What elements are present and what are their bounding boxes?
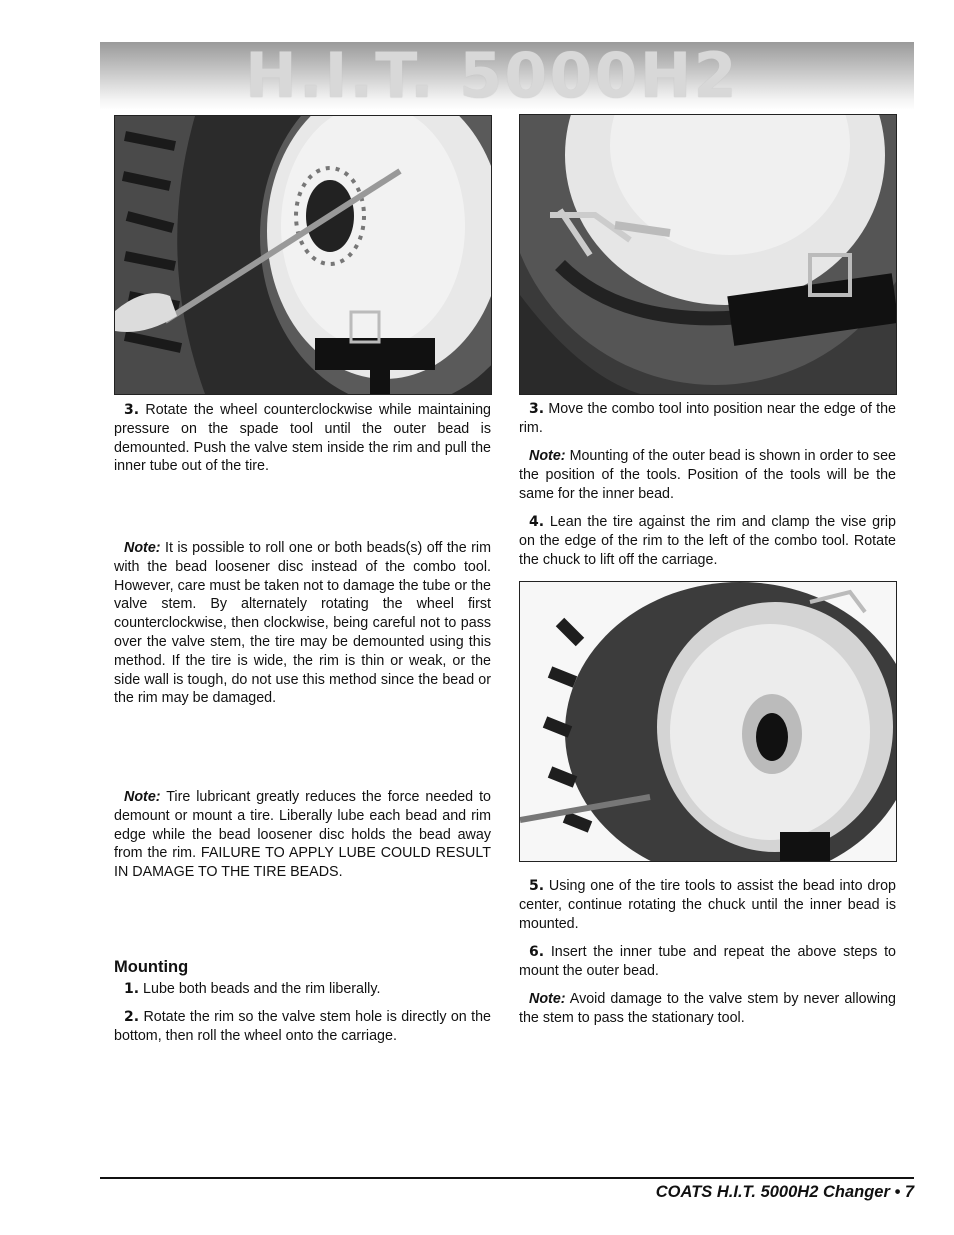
step-4-vise-grip: [519, 513, 896, 569]
note-text: Tire lubricant greatly reduces the force needed to demount or mount a tire. Liberally lube each bead and rim edge while the bead loosener disc holds the bead away from the rim. FAILURE TO APPLY LUBE COULD RESULT IN DAMAGE TO THE TIRE BEADS.: [114, 789, 491, 881]
step-number: 3.: [529, 401, 545, 417]
note-bead-loosener: [114, 539, 491, 708]
step-text: Lean the tire against the rim and clamp the vise grip on the edge of the rim to the left of the combo tool. Rotate the chuck to lift off the carriage.: [519, 514, 896, 568]
step-text: Insert the inner tube and repeat the above steps to mount the outer bead.: [519, 944, 897, 979]
header-banner: [100, 42, 914, 110]
step-5-drop-center: [519, 877, 896, 933]
note-label: Note:: [124, 789, 161, 805]
photo-spade-tool-demount: [114, 115, 492, 395]
step-text: Lube both beads and the rim liberally.: [143, 981, 381, 997]
note-outer-bead: [519, 447, 896, 503]
note-label: Note:: [529, 991, 566, 1007]
step-text: Rotate the rim so the valve stem hole is directly on the bottom, then roll the wheel onto the carriage.: [114, 1009, 491, 1044]
step-number: 3.: [124, 402, 140, 418]
mount-step-1: [114, 980, 491, 999]
page-title: H.I.T. 5000H2: [245, 42, 739, 110]
step-text: Move the combo tool into position near the edge of the rim.: [519, 401, 896, 436]
mount-step-2: [114, 1008, 491, 1046]
footer-rule: [100, 1177, 914, 1179]
step-number: 2.: [124, 1009, 140, 1025]
step-text: Using one of the tire tools to assist the bead into drop center, continue rotating the chuck until the inner bead is mounted.: [519, 878, 896, 932]
note-label: Note:: [529, 448, 566, 464]
note-label: Note:: [124, 540, 161, 556]
step-number: 1.: [124, 981, 140, 997]
step-number: 4.: [529, 514, 545, 530]
step-text: Rotate the wheel counterclockwise while maintaining pressure on the spade tool until the outer bead is demounted. Push the valve stem inside the rim and pull the inner tube out of the tire.: [114, 402, 491, 475]
step-number: 6.: [529, 944, 545, 960]
step-3-combo-tool: [519, 400, 896, 438]
note-text: Mounting of the outer bead is shown in order to see the position of the tools. Position of the tools will be the same for the inner bead.: [519, 448, 896, 502]
photo-combo-tool-position: [519, 114, 897, 395]
photo-tire-against-rim: [519, 581, 897, 862]
step-6-inner-tube: [519, 943, 896, 981]
footer-page-label: COATS H.I.T. 5000H2 Changer • 7: [655, 1183, 914, 1201]
section-heading-mounting: Mounting: [114, 958, 189, 976]
step-number: 5.: [529, 878, 545, 894]
note-tire-lubricant: [114, 788, 491, 882]
step-3-demount: [114, 401, 491, 476]
note-text: It is possible to roll one or both beads(s) off the rim with the bead loosener disc instead of the combo tool. However, care must be taken not to damage the tube or the valve stem. By alternately rotating the wheel first counterclockwise, then clockwise, being careful not to pass over the valve stem, the tire may be demounted using this method. If the tire is wide, the rim is thin or weak, or the side wall is tough, do not use this method since the bead or the rim may be damaged.: [114, 540, 491, 707]
note-text: Avoid damage to the valve stem by never allowing the stem to pass the stationary tool.: [519, 991, 897, 1026]
note-valve-stem: [519, 990, 896, 1028]
